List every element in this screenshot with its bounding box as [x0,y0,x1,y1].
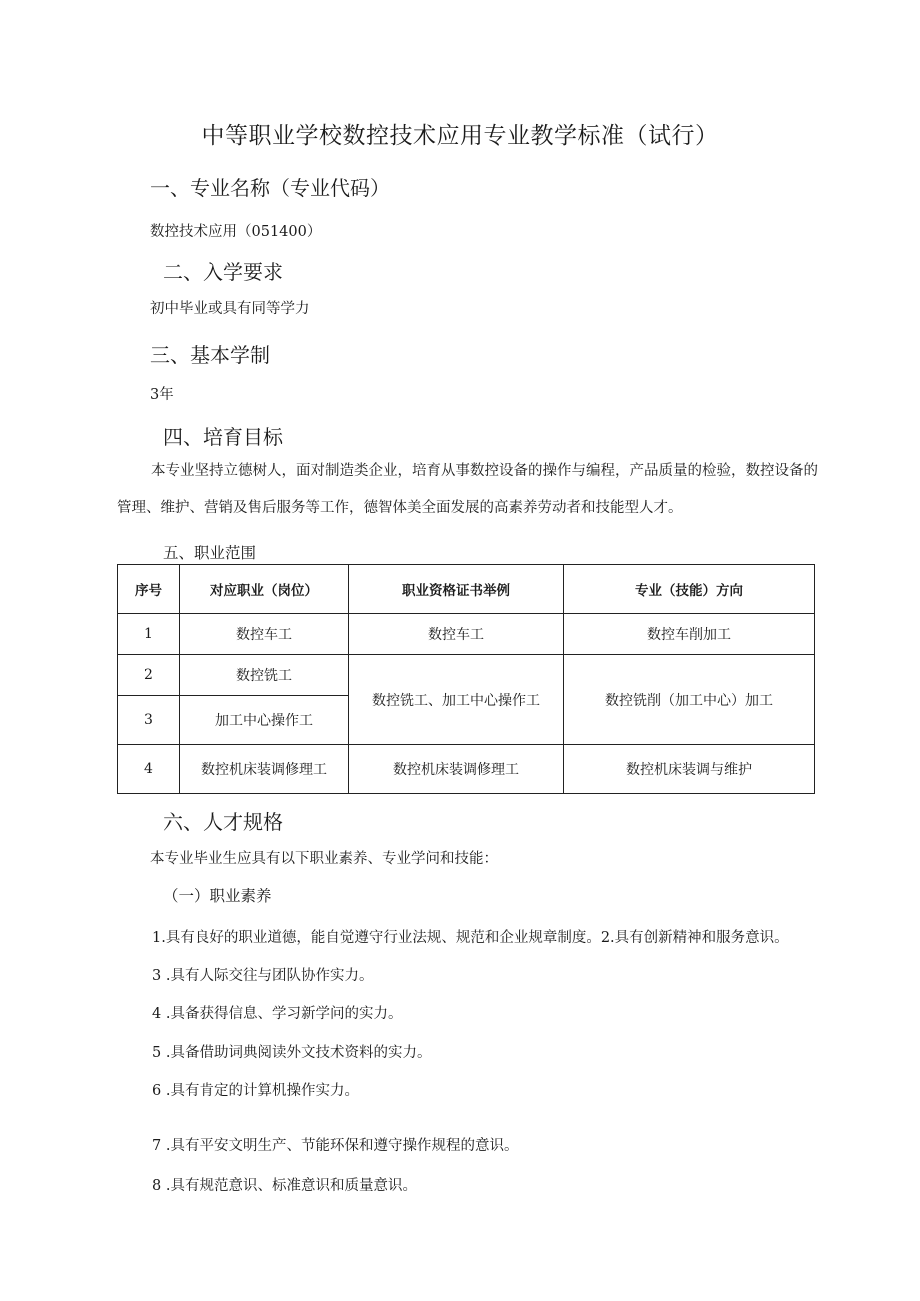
row-direction: 数控铣削（加工中心）加工 [564,655,815,745]
duration-text: 3年 [150,387,174,403]
quality-item: 8 .具有规范意识、标准意识和质量意识。 [152,1178,417,1194]
talent-spec-intro: 本专业毕业生应具有以下职业素养、专业学问和技能： [150,851,498,867]
section-heading-duration: 三、基本学制 [150,343,270,367]
section-heading-major-name: 一、专业名称（专业代码） [150,176,390,200]
section-heading-admission: 二、入学要求 [163,260,283,284]
header-direction: 专业（技能）方向 [564,565,815,614]
table-header-row [118,565,815,614]
row-direction: 数控车削加工 [564,614,815,655]
quality-item: 1.具有良好的职业道德，能自觉遵守行业法规、规范和企业规章制度。2.具有创新精神和服务意识。 [152,930,789,946]
quality-item: 7 .具有平安文明生产、节能环保和遵守操作规程的意识。 [152,1138,519,1154]
quality-item: 3 .具有人际交往与团队协作实力。 [152,968,374,984]
quality-item: 6 .具有肯定的计算机操作实力。 [152,1083,359,1099]
row-job: 数控机床装调修理工 [180,745,349,794]
row-no: 1 [118,614,180,655]
subheading-professional-quality: （一）职业素养 [163,887,272,905]
page-title: 中等职业学校数控技术应用专业教学标准（试行） [201,123,719,149]
objectives-text: 本专业坚持立德树人，面对制造类企业，培育从事数控设备的操作与编程，产品质量的检验，数控设备的管理、维护、营销及售后服务等工作，德智体美全面发展的高素养劳动者和技能型人才。 [117,463,818,516]
row-no: 2 [118,655,180,696]
career-scope-table [117,564,815,794]
row-job: 数控铣工 [180,655,349,696]
header-job: 对应职业（岗位） [180,565,349,614]
table-row [118,745,815,794]
row-cert: 数控车工 [349,614,564,655]
admission-text: 初中毕业或具有同等学力 [150,301,310,317]
row-direction: 数控机床装调与维护 [564,745,815,794]
row-no: 3 [118,696,180,745]
row-cert: 数控铣工、加工中心操作工 [349,655,564,745]
section-heading-career-scope: 五、职业范围 [163,544,257,562]
quality-item: 4 .具备获得信息、学习新学问的实力。 [152,1006,403,1022]
table-row [118,614,815,655]
section-heading-objectives: 四、培育目标 [163,425,283,449]
quality-item: 5 .具备借助词典阅读外文技术资料的实力。 [152,1045,432,1061]
row-job: 加工中心操作工 [180,696,349,745]
row-cert: 数控机床装调修理工 [349,745,564,794]
table-row [118,655,815,696]
header-no: 序号 [118,565,180,614]
section-heading-talent-spec: 六、人才规格 [163,810,283,834]
header-cert: 职业资格证书举例 [349,565,564,614]
row-no: 4 [118,745,180,794]
major-name-text: 数控技术应用（051400） [150,224,322,240]
row-job: 数控车工 [180,614,349,655]
